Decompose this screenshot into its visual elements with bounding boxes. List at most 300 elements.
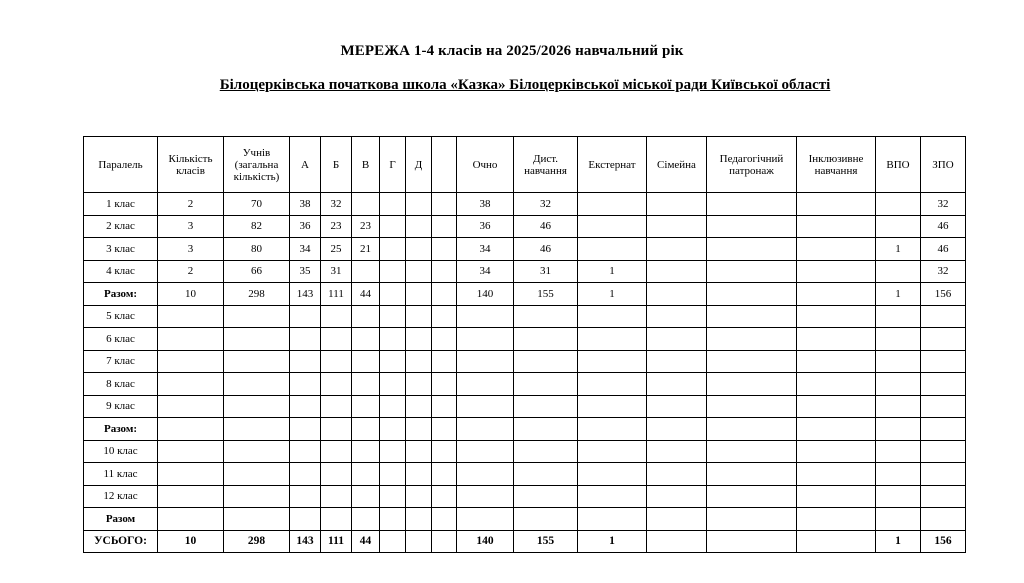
row-label: 2 клас: [84, 215, 158, 238]
table-cell: 32: [921, 260, 966, 283]
table-cell: [432, 260, 457, 283]
table-cell: [380, 193, 406, 216]
table-cell: [321, 508, 352, 531]
table-cell: 31: [514, 260, 578, 283]
column-header: А: [290, 137, 321, 193]
table-cell: [290, 305, 321, 328]
table-cell: [432, 215, 457, 238]
table-cell: [707, 328, 797, 351]
table-cell: [797, 395, 876, 418]
table-cell: [406, 463, 432, 486]
table-cell: 36: [290, 215, 321, 238]
table-cell: [380, 395, 406, 418]
table-cell: [647, 485, 707, 508]
table-cell: 38: [457, 193, 514, 216]
table-cell: [921, 508, 966, 531]
table-cell: 25: [321, 238, 352, 261]
table-cell: [406, 485, 432, 508]
table-cell: [457, 305, 514, 328]
column-header: Очно: [457, 137, 514, 193]
school-name: Білоцерківська початкова школа «Казка» Білоцерківської міської ради Київської області: [219, 77, 831, 93]
table-cell: [158, 440, 224, 463]
row-label: 10 клас: [84, 440, 158, 463]
table-cell: [514, 328, 578, 351]
table-cell: 34: [290, 238, 321, 261]
table-cell: [578, 373, 647, 396]
table-cell: [224, 328, 290, 351]
table-cell: 111: [321, 283, 352, 306]
table-cell: 38: [290, 193, 321, 216]
table-cell: [406, 395, 432, 418]
table-cell: [707, 350, 797, 373]
table-cell: [876, 395, 921, 418]
table-cell: [514, 440, 578, 463]
column-header: В: [352, 137, 380, 193]
row-label: 5 клас: [84, 305, 158, 328]
row-label: 7 клас: [84, 350, 158, 373]
table-cell: 156: [921, 530, 966, 553]
table-cell: [380, 260, 406, 283]
table-cell: [321, 328, 352, 351]
table-row: [84, 305, 966, 328]
table-cell: [707, 305, 797, 328]
table-cell: [290, 350, 321, 373]
table-cell: 140: [457, 283, 514, 306]
table-cell: [380, 238, 406, 261]
table-cell: [514, 305, 578, 328]
table-cell: 23: [321, 215, 352, 238]
table-cell: [707, 508, 797, 531]
table-cell: 155: [514, 530, 578, 553]
table-cell: [224, 508, 290, 531]
table-cell: [647, 260, 707, 283]
table-cell: [352, 305, 380, 328]
row-label: 9 клас: [84, 395, 158, 418]
table-cell: [406, 440, 432, 463]
table-cell: [457, 508, 514, 531]
table-cell: [432, 395, 457, 418]
table-cell: [290, 418, 321, 441]
table-cell: 10: [158, 530, 224, 553]
table-cell: [457, 350, 514, 373]
table-cell: [432, 283, 457, 306]
header-row: [84, 137, 966, 193]
table-cell: 3: [158, 238, 224, 261]
table-cell: [380, 283, 406, 306]
table-cell: 46: [921, 238, 966, 261]
table-cell: [290, 463, 321, 486]
table-cell: [224, 463, 290, 486]
table-cell: [707, 215, 797, 238]
table-cell: 34: [457, 238, 514, 261]
table-cell: [406, 215, 432, 238]
table-row: [84, 283, 966, 306]
table-cell: [352, 193, 380, 216]
row-label: 4 клас: [84, 260, 158, 283]
row-label: 8 клас: [84, 373, 158, 396]
table-cell: [158, 508, 224, 531]
table-cell: 34: [457, 260, 514, 283]
table-cell: [158, 305, 224, 328]
row-label: 3 клас: [84, 238, 158, 261]
table-cell: 111: [321, 530, 352, 553]
table-cell: [707, 238, 797, 261]
table-cell: [380, 305, 406, 328]
table-cell: [578, 508, 647, 531]
table-cell: [876, 350, 921, 373]
table-cell: 155: [514, 283, 578, 306]
table-cell: [647, 238, 707, 261]
table-cell: [797, 305, 876, 328]
table-cell: [921, 305, 966, 328]
table-cell: [578, 418, 647, 441]
table-cell: [432, 530, 457, 553]
table-cell: [380, 485, 406, 508]
table-cell: [876, 328, 921, 351]
column-header: Дист. навчання: [514, 137, 578, 193]
table-cell: [578, 193, 647, 216]
table-cell: [797, 373, 876, 396]
table-row: [84, 373, 966, 396]
table-cell: [707, 395, 797, 418]
table-cell: [876, 485, 921, 508]
table-cell: 3: [158, 215, 224, 238]
table-cell: [380, 463, 406, 486]
table-cell: [432, 305, 457, 328]
table-cell: [352, 395, 380, 418]
table-cell: [321, 485, 352, 508]
row-label: Разом:: [84, 283, 158, 306]
table-cell: [321, 440, 352, 463]
table-cell: [921, 440, 966, 463]
table-cell: [647, 305, 707, 328]
table-cell: [290, 328, 321, 351]
table-cell: [380, 215, 406, 238]
table-cell: 1: [578, 260, 647, 283]
column-header: Б: [321, 137, 352, 193]
column-header: Паралель: [84, 137, 158, 193]
table-cell: [921, 395, 966, 418]
table-cell: [406, 418, 432, 441]
table-row: [84, 440, 966, 463]
column-header: Учнів (загальна кількість): [224, 137, 290, 193]
row-label: УСЬОГО:: [84, 530, 158, 553]
table-cell: [921, 463, 966, 486]
column-header: Інклюзивне навчання: [797, 137, 876, 193]
table-cell: [514, 463, 578, 486]
column-header: Педагогічний патронаж: [707, 137, 797, 193]
table-row: [84, 485, 966, 508]
table-cell: [797, 463, 876, 486]
table-cell: 156: [921, 283, 966, 306]
table-cell: [797, 485, 876, 508]
table-cell: [352, 440, 380, 463]
table-cell: [707, 440, 797, 463]
table-cell: [352, 260, 380, 283]
table-cell: [224, 305, 290, 328]
table-cell: [321, 463, 352, 486]
table-cell: [647, 530, 707, 553]
table-cell: [647, 463, 707, 486]
table-cell: [921, 328, 966, 351]
table-row: [84, 530, 966, 553]
table-cell: [797, 328, 876, 351]
table-cell: [797, 283, 876, 306]
table-cell: 1: [876, 283, 921, 306]
table-cell: [432, 508, 457, 531]
table-cell: [432, 463, 457, 486]
table-cell: [707, 418, 797, 441]
table-cell: 1: [876, 238, 921, 261]
row-label: Разом:: [84, 418, 158, 441]
table-cell: 23: [352, 215, 380, 238]
table-cell: [321, 418, 352, 441]
table-row: [84, 215, 966, 238]
table-cell: [514, 350, 578, 373]
table-cell: [224, 350, 290, 373]
table-cell: [290, 485, 321, 508]
table-cell: [406, 350, 432, 373]
table-cell: [457, 440, 514, 463]
table-cell: [457, 485, 514, 508]
table-row: [84, 463, 966, 486]
table-cell: [647, 418, 707, 441]
table-cell: [578, 485, 647, 508]
table-cell: [647, 373, 707, 396]
table-cell: [876, 440, 921, 463]
column-header: [432, 137, 457, 193]
table-cell: [707, 373, 797, 396]
table-cell: [290, 508, 321, 531]
table-cell: [578, 238, 647, 261]
table-cell: [921, 350, 966, 373]
table-cell: 1: [578, 530, 647, 553]
table-cell: 140: [457, 530, 514, 553]
table-cell: [876, 463, 921, 486]
table-cell: [797, 215, 876, 238]
table-cell: [457, 395, 514, 418]
table-row: [84, 193, 966, 216]
table-cell: 32: [921, 193, 966, 216]
table-cell: [352, 418, 380, 441]
column-header: Г: [380, 137, 406, 193]
table-cell: [352, 373, 380, 396]
column-header: Кількість класів: [158, 137, 224, 193]
table-cell: [707, 260, 797, 283]
table-cell: [707, 463, 797, 486]
table-cell: [321, 350, 352, 373]
row-label: 6 клас: [84, 328, 158, 351]
table-cell: [876, 215, 921, 238]
table-cell: [406, 260, 432, 283]
table-cell: [432, 440, 457, 463]
row-label: 11 клас: [84, 463, 158, 486]
table-cell: 21: [352, 238, 380, 261]
table-cell: [707, 530, 797, 553]
table-row: [84, 350, 966, 373]
table-cell: [876, 193, 921, 216]
table-cell: [797, 193, 876, 216]
table-cell: [707, 283, 797, 306]
table-cell: [406, 193, 432, 216]
table-cell: [224, 485, 290, 508]
table-cell: 143: [290, 530, 321, 553]
table-cell: [647, 328, 707, 351]
table-cell: [352, 328, 380, 351]
table-cell: 32: [321, 193, 352, 216]
table-cell: [797, 260, 876, 283]
table-cell: [321, 395, 352, 418]
table-cell: [457, 373, 514, 396]
table-row: [84, 508, 966, 531]
table-cell: 2: [158, 193, 224, 216]
table-cell: [647, 508, 707, 531]
table-cell: [290, 373, 321, 396]
table-cell: [514, 373, 578, 396]
table-cell: [578, 440, 647, 463]
table-cell: 143: [290, 283, 321, 306]
table-cell: [432, 238, 457, 261]
table-cell: 36: [457, 215, 514, 238]
table-cell: [352, 508, 380, 531]
table-cell: 298: [224, 283, 290, 306]
table-cell: [321, 305, 352, 328]
table-cell: [578, 215, 647, 238]
table-cell: [797, 418, 876, 441]
table-cell: [707, 485, 797, 508]
table-cell: [224, 395, 290, 418]
table-cell: 31: [321, 260, 352, 283]
table-row: [84, 418, 966, 441]
table-cell: [876, 418, 921, 441]
table-cell: [457, 463, 514, 486]
row-label: 12 клас: [84, 485, 158, 508]
table-cell: [797, 238, 876, 261]
table-cell: [797, 530, 876, 553]
table-cell: 10: [158, 283, 224, 306]
table-cell: 1: [578, 283, 647, 306]
table-cell: [380, 508, 406, 531]
table-cell: [578, 395, 647, 418]
table-cell: [797, 350, 876, 373]
table-cell: [224, 373, 290, 396]
table-cell: [647, 215, 707, 238]
table-cell: [352, 350, 380, 373]
table-cell: [876, 508, 921, 531]
table-cell: [380, 328, 406, 351]
row-label: Разом: [84, 508, 158, 531]
table-cell: [158, 395, 224, 418]
table-cell: 66: [224, 260, 290, 283]
table-cell: 46: [921, 215, 966, 238]
table-cell: [406, 238, 432, 261]
table-cell: [380, 350, 406, 373]
table-cell: [432, 485, 457, 508]
table-cell: [406, 508, 432, 531]
table-cell: [321, 373, 352, 396]
table-cell: [578, 305, 647, 328]
column-header: ЗПО: [921, 137, 966, 193]
table-cell: [380, 373, 406, 396]
table-cell: 46: [514, 238, 578, 261]
document-title: МЕРЕЖА 1-4 класів на 2025/2026 навчальний рік: [340, 43, 684, 59]
table-row: [84, 395, 966, 418]
table-cell: [707, 193, 797, 216]
row-label: 1 клас: [84, 193, 158, 216]
table-cell: [406, 530, 432, 553]
table-cell: [647, 395, 707, 418]
table-cell: 82: [224, 215, 290, 238]
table-cell: [380, 440, 406, 463]
table-cell: 80: [224, 238, 290, 261]
table-cell: [647, 283, 707, 306]
table-cell: 35: [290, 260, 321, 283]
table-cell: 70: [224, 193, 290, 216]
table-cell: [457, 418, 514, 441]
table-cell: [224, 418, 290, 441]
table-cell: 298: [224, 530, 290, 553]
table-row: [84, 238, 966, 261]
table-cell: [352, 463, 380, 486]
table-cell: [432, 418, 457, 441]
table-cell: 2: [158, 260, 224, 283]
column-header: Екстернат: [578, 137, 647, 193]
table-cell: [158, 350, 224, 373]
table-cell: [352, 485, 380, 508]
table-cell: [158, 373, 224, 396]
table-cell: [158, 463, 224, 486]
table-cell: 1: [876, 530, 921, 553]
table-cell: [406, 305, 432, 328]
table-cell: [876, 305, 921, 328]
table-row: [84, 260, 966, 283]
table-cell: 46: [514, 215, 578, 238]
table-cell: [514, 508, 578, 531]
table-cell: [290, 395, 321, 418]
column-header: ВПО: [876, 137, 921, 193]
table-cell: [406, 373, 432, 396]
table-cell: [647, 350, 707, 373]
table-cell: [578, 463, 647, 486]
table-cell: [514, 485, 578, 508]
table-cell: [158, 418, 224, 441]
table-cell: [514, 395, 578, 418]
table-cell: [158, 328, 224, 351]
table-cell: [578, 350, 647, 373]
table-cell: [158, 485, 224, 508]
table-cell: [432, 373, 457, 396]
table-cell: [290, 440, 321, 463]
table-cell: [647, 193, 707, 216]
table-cell: [797, 508, 876, 531]
table-cell: [876, 373, 921, 396]
table-cell: [406, 283, 432, 306]
column-header: Д: [406, 137, 432, 193]
table-cell: [432, 193, 457, 216]
table-cell: [380, 418, 406, 441]
table-cell: [876, 260, 921, 283]
table-cell: [578, 328, 647, 351]
table-cell: [921, 485, 966, 508]
table-cell: [432, 328, 457, 351]
table-cell: [380, 530, 406, 553]
table-cell: [921, 373, 966, 396]
column-header: Сімейна: [647, 137, 707, 193]
table-cell: 44: [352, 283, 380, 306]
table-cell: [224, 440, 290, 463]
table-cell: 44: [352, 530, 380, 553]
network-table: [83, 136, 966, 553]
